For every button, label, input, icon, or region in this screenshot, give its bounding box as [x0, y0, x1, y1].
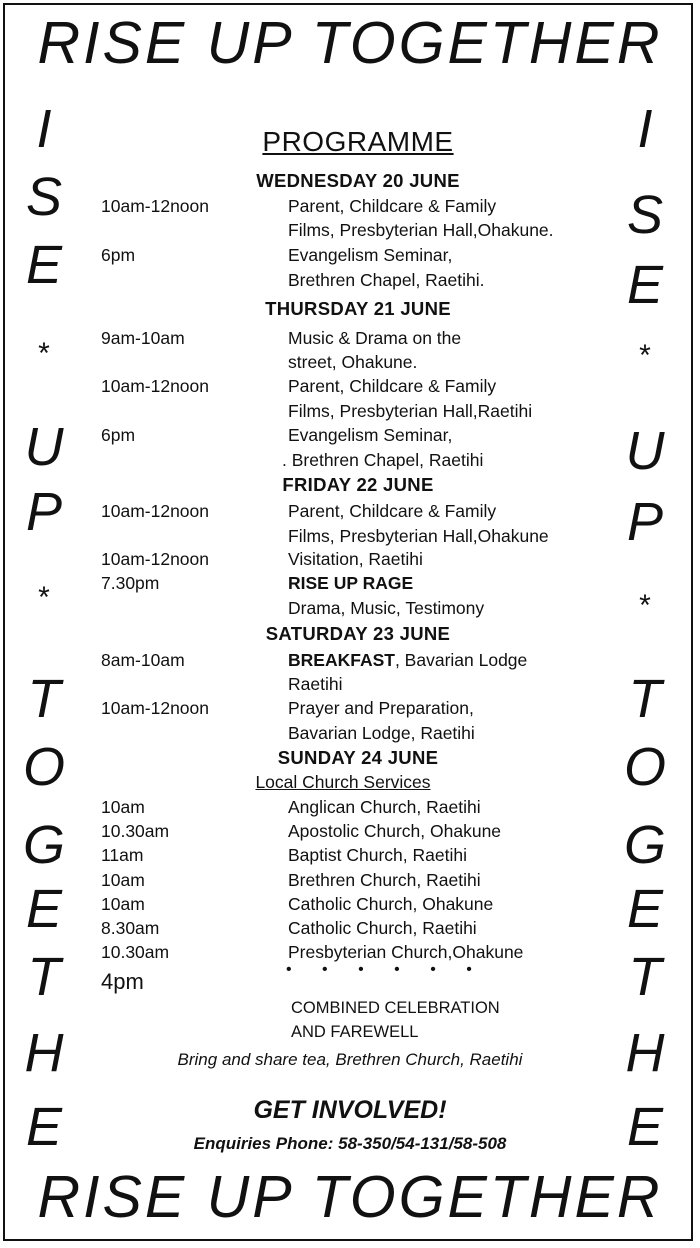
event-desc: Raetihi: [288, 674, 343, 694]
finale-time: 4pm: [101, 969, 144, 994]
side-letter: S: [25, 167, 63, 227]
event-desc-rest: , Bavarian Lodge: [394, 650, 528, 670]
side-letter: E: [25, 235, 63, 295]
enquiries-phone: Enquiries Phone: 58-350/54-131/58-508: [193, 1134, 507, 1153]
side-letter: H: [625, 1023, 665, 1083]
event-time: 10am-12noon: [101, 376, 209, 396]
side-star: [14, 562, 74, 616]
event-time: 10am-12noon: [101, 501, 209, 521]
event-time: 10am: [101, 797, 145, 817]
programme-title: PROGRAMME: [262, 126, 454, 157]
event-desc: Bavarian Lodge, Raetihi: [288, 723, 475, 743]
side-letter: E: [626, 1097, 664, 1157]
side-letter: U: [625, 421, 665, 481]
event-desc: Films, Presbyterian Hall,Raetihi: [288, 401, 533, 421]
event-desc: Films, Presbyterian Hall,Ohakune.: [288, 220, 554, 240]
event-time: 10am-12noon: [101, 698, 209, 718]
event-desc: Presbyterian Church,Ohakune: [288, 942, 524, 962]
banner-bottom: RISE UP TOGETHER: [37, 1164, 663, 1230]
event-desc: Drama, Music, Testimony: [288, 598, 485, 618]
side-letter: O: [22, 737, 65, 797]
separator-dots: • • • • • •: [286, 961, 485, 978]
side-letter: H: [24, 1023, 64, 1083]
side-letter: T: [27, 669, 61, 729]
event-time: 10am: [101, 894, 145, 914]
event-desc: [288, 650, 527, 671]
finale-title: COMBINED CELEBRATION: [291, 999, 500, 1017]
side-letter: I: [36, 99, 52, 159]
side-letter: T: [27, 947, 61, 1007]
side-letter: P: [626, 492, 664, 552]
side-letter: I: [637, 99, 653, 159]
church-services-heading: Local Church Services: [255, 772, 431, 792]
star-glyph: *: [639, 589, 651, 622]
side-letter: U: [24, 417, 64, 477]
finale-title: AND FAREWELL: [291, 1023, 419, 1041]
day-heading: FRIDAY 22 JUNE: [282, 474, 434, 495]
get-involved-heading: GET INVOLVED!: [253, 1096, 447, 1124]
side-letter: E: [25, 879, 63, 939]
event-desc: Prayer and Preparation,: [288, 698, 474, 718]
event-desc: Catholic Church, Ohakune: [288, 894, 494, 914]
side-letter: T: [628, 947, 662, 1007]
event-desc: Evangelism Seminar,: [288, 425, 453, 445]
event-title: RISE UP RAGE: [288, 573, 414, 593]
event-desc: street, Ohakune.: [288, 352, 418, 372]
side-letter: G: [623, 815, 666, 875]
event-time: 10.30am: [101, 821, 170, 841]
star-glyph: *: [38, 337, 50, 370]
banner-top: RISE UP TOGETHER: [37, 10, 663, 76]
event-desc: Music & Drama on the: [288, 328, 462, 348]
event-time: 10am: [101, 870, 145, 890]
event-title: BREAKFAST: [288, 650, 395, 670]
event-desc: Brethren Church, Raetihi: [288, 870, 481, 890]
side-star: [14, 318, 74, 372]
event-time: 6pm: [101, 425, 136, 445]
event-desc: Evangelism Seminar,: [288, 245, 453, 265]
event-desc: Anglican Church, Raetihi: [288, 797, 481, 817]
star-glyph: *: [38, 581, 50, 614]
event-desc: Baptist Church, Raetihi: [288, 845, 467, 865]
event-time: 8.30am: [101, 918, 160, 938]
side-letter: T: [628, 669, 662, 729]
event-desc: Parent, Childcare & Family: [288, 376, 497, 396]
event-desc: . Brethren Chapel, Raetihi: [282, 450, 484, 470]
event-desc: Brethren Chapel, Raetihi.: [288, 270, 485, 290]
side-letter: O: [623, 737, 666, 797]
side-letter: E: [25, 1097, 63, 1157]
event-time: 11am: [101, 845, 144, 865]
event-desc: Parent, Childcare & Family: [288, 501, 497, 521]
event-desc: Apostolic Church, Ohakune: [288, 821, 502, 841]
event-time: 10am-12noon: [101, 196, 209, 216]
day-heading: THURSDAY 21 JUNE: [265, 298, 451, 319]
day-heading: SATURDAY 23 JUNE: [265, 623, 451, 644]
event-desc: Films, Presbyterian Hall,Ohakune: [288, 526, 549, 546]
event-desc: Parent, Childcare & Family: [288, 196, 497, 216]
side-star: [615, 320, 675, 374]
star-glyph: *: [639, 339, 651, 372]
side-letter: S: [626, 185, 664, 245]
event-time: 7.30pm: [101, 573, 160, 593]
finale-note: Bring and share tea, Brethren Church, Raetihi: [177, 1050, 523, 1069]
event-time: 10.30am: [101, 942, 170, 962]
day-heading: SUNDAY 24 JUNE: [277, 747, 439, 768]
day-heading: WEDNESDAY 20 JUNE: [256, 170, 460, 191]
side-letter: G: [22, 815, 65, 875]
event-time: 6pm: [101, 245, 136, 265]
event-desc: Catholic Church, Raetihi: [288, 918, 477, 938]
side-letter: E: [626, 879, 664, 939]
event-time: 8am-10am: [101, 650, 185, 670]
event-time: 9am-10am: [101, 328, 185, 348]
side-letter: E: [626, 255, 664, 315]
side-star: [615, 570, 675, 624]
side-letter: P: [25, 482, 63, 542]
event-desc: Visitation, Raetihi: [288, 549, 423, 569]
event-time: 10am-12noon: [101, 549, 209, 569]
